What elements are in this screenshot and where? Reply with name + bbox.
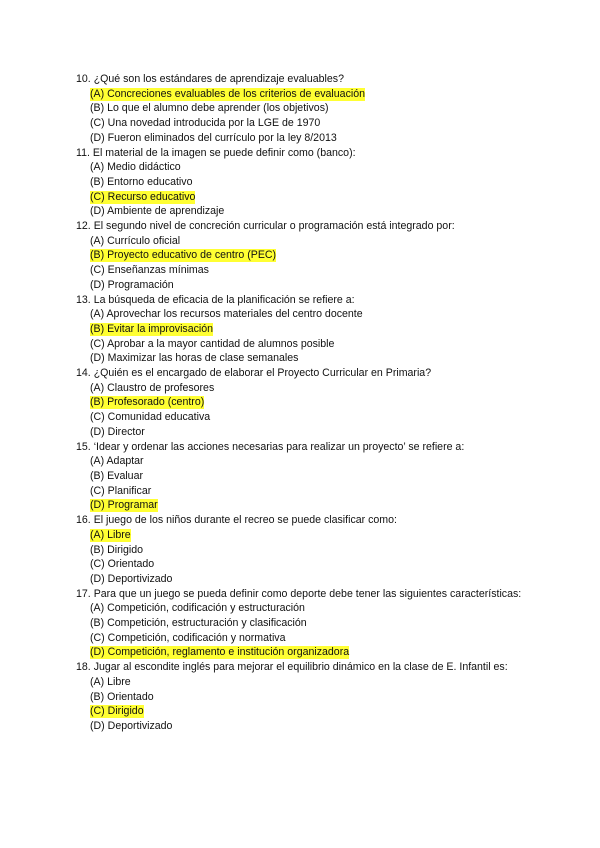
option-10-d: [90, 131, 546, 146]
option-label: (D): [90, 352, 105, 365]
option-text: Planificar: [107, 484, 152, 497]
question-text: El juego de los niños durante el recreo se puede clasificar como:: [93, 514, 397, 527]
option-highlight: [90, 264, 209, 277]
option-highlight: [90, 573, 172, 586]
option-text: Competición, estructuración y clasificación: [107, 617, 307, 630]
option-label: (A): [90, 381, 105, 394]
question-text: El material de la imagen se puede definir como (banco):: [92, 146, 356, 159]
question-number: 13.: [76, 293, 91, 306]
option-14-c: [90, 410, 546, 425]
option-17-c: [90, 631, 546, 646]
option-text: Comunidad educativa: [107, 411, 211, 424]
option-text: Dirigido: [107, 705, 144, 718]
option-highlight: [90, 529, 131, 542]
option-text: Currículo oficial: [107, 234, 181, 247]
option-17-d: [90, 645, 546, 660]
question-text: ‘Idear y ordenar las acciones necesarias para realizar un proyecto’ se refiere a:: [93, 440, 465, 453]
option-label: (C): [90, 411, 105, 424]
option-text: Evitar la improvisación: [107, 322, 214, 335]
question-number: 10.: [76, 73, 91, 85]
option-12-b: [90, 248, 546, 263]
option-text: Adaptar: [106, 455, 144, 468]
question-number: 18.: [76, 661, 91, 674]
option-text: Deportivizado: [107, 572, 173, 585]
option-text: Orientado: [107, 690, 154, 703]
option-highlight: [90, 382, 214, 395]
question-text: ¿Quién es el encargado de elaborar el Proyecto Curricular en Primaria?: [93, 367, 432, 380]
option-14-b: [90, 395, 546, 410]
option-label: (C): [90, 337, 105, 350]
option-highlight: [90, 102, 329, 115]
option-highlight: [90, 646, 349, 659]
option-highlight: [90, 191, 195, 204]
option-text: Programar: [107, 499, 158, 512]
option-11-c: [90, 190, 546, 205]
option-text: Orientado: [107, 558, 155, 571]
question-text: Jugar al escondite inglés para mejorar el equilibrio dinámico en la clase de E. Infantil es:: [93, 661, 508, 674]
option-16-c: [90, 557, 546, 572]
option-highlight: [90, 176, 192, 189]
option-text: Maximizar las horas de clase semanales: [107, 352, 299, 365]
option-text: Competición, reglamento e institución organizadora: [107, 646, 350, 659]
option-label: (C): [90, 264, 105, 277]
option-highlight: [90, 352, 298, 365]
option-label: (B): [90, 617, 105, 630]
option-label: (A): [90, 455, 105, 468]
option-highlight: [90, 676, 131, 689]
question-text: La búsqueda de eficacia de la planificación se refiere a:: [93, 293, 355, 306]
question-number: 16.: [76, 514, 91, 527]
option-text: Lo que el alumno debe aprender (los objetivos): [107, 102, 329, 115]
question-14: [76, 366, 546, 381]
option-label: (D): [90, 131, 105, 144]
option-text: Enseñanzas mínimas: [107, 264, 209, 277]
option-text: Entorno educativo: [107, 175, 193, 188]
option-highlight: [90, 426, 145, 439]
option-highlight: [90, 705, 144, 718]
option-15-a: [90, 454, 546, 469]
question-text: El segundo nivel de concreción curricular o programación está integrado por:: [93, 220, 455, 233]
question-18: [76, 660, 546, 675]
option-highlight: [90, 132, 337, 145]
question-16: [76, 513, 546, 528]
option-text: Evaluar: [107, 469, 143, 482]
option-highlight: [90, 691, 154, 704]
option-11-a: [90, 160, 546, 175]
option-label: (C): [90, 631, 105, 644]
option-label: (C): [90, 190, 105, 203]
option-highlight: [90, 249, 276, 262]
option-10-c: [90, 116, 546, 131]
option-highlight: [90, 558, 154, 571]
option-10-b: [90, 101, 546, 116]
option-12-c: [90, 263, 546, 278]
option-text: Libre: [107, 528, 131, 541]
option-label: (C): [90, 558, 105, 571]
option-highlight: [90, 338, 334, 351]
option-label: (A): [90, 161, 105, 174]
option-11-b: [90, 175, 546, 190]
option-text: Concreciones evaluables de los criterios de evaluación: [107, 87, 366, 100]
option-18-c: [90, 704, 546, 719]
option-label: (D): [90, 572, 105, 585]
option-highlight: [90, 455, 144, 468]
option-highlight: [90, 485, 151, 498]
option-highlight: [90, 411, 210, 424]
option-highlight: [90, 396, 204, 409]
option-16-a: [90, 528, 546, 543]
option-label: (A): [90, 87, 105, 100]
question-text: ¿Qué son los estándares de aprendizaje evaluables?: [93, 73, 344, 85]
question-list: [76, 72, 546, 734]
option-text: Deportivizado: [107, 719, 173, 732]
option-11-d: [90, 204, 546, 219]
option-text: Profesorado (centro): [107, 396, 205, 409]
option-16-b: [90, 543, 546, 558]
question-number: 14.: [76, 367, 91, 380]
option-label: (B): [90, 690, 105, 703]
option-label: (D): [90, 719, 105, 732]
option-18-a: [90, 675, 546, 690]
option-text: Dirigido: [107, 543, 143, 556]
option-text: Ambiente de aprendizaje: [107, 205, 225, 218]
option-label: (B): [90, 396, 105, 409]
option-text: Medio didáctico: [107, 161, 181, 174]
option-label: (A): [90, 234, 105, 247]
option-label: (D): [90, 499, 105, 512]
option-text: Programación: [107, 278, 174, 291]
option-label: (A): [90, 602, 105, 615]
question-number: 11.: [76, 146, 90, 159]
option-14-a: [90, 381, 546, 396]
question-text: Para que un juego se pueda definir como deporte debe tener las siguientes características:: [93, 587, 522, 600]
option-highlight: [90, 117, 320, 130]
option-highlight: [90, 632, 286, 645]
option-label: (D): [90, 646, 105, 659]
question-number: 12.: [76, 220, 91, 233]
option-text: Libre: [107, 675, 131, 688]
option-highlight: [90, 499, 158, 512]
option-13-c: [90, 337, 546, 352]
option-17-a: [90, 601, 546, 616]
option-highlight: [90, 470, 143, 483]
question-10: [76, 72, 546, 87]
option-text: Competición, codificación y normativa: [107, 631, 286, 644]
option-highlight: [90, 308, 363, 321]
option-highlight: [90, 161, 181, 174]
option-text: Proyecto educativo de centro (PEC): [107, 249, 277, 262]
option-label: (B): [90, 102, 105, 115]
option-12-a: [90, 234, 546, 249]
option-highlight: [90, 235, 180, 248]
option-label: (B): [90, 175, 105, 188]
question-15: [76, 440, 546, 455]
option-text: Recurso educativo: [107, 190, 196, 203]
option-label: (C): [90, 705, 105, 718]
option-text: Director: [107, 425, 145, 438]
option-label: (D): [90, 278, 105, 291]
option-label: (B): [90, 469, 105, 482]
option-label: (A): [90, 528, 105, 541]
option-highlight: [90, 544, 143, 557]
option-text: Fueron eliminados del currículo por la ley 8/2013: [107, 131, 337, 144]
option-highlight: [90, 602, 305, 615]
option-15-b: [90, 469, 546, 484]
option-15-d: [90, 498, 546, 513]
option-15-c: [90, 484, 546, 499]
option-text: Una novedad introducida por la LGE de 1970: [107, 117, 321, 130]
option-text: Competición, codificación y estructuración: [107, 602, 305, 615]
option-13-a: [90, 307, 546, 322]
question-number: 15.: [76, 440, 91, 453]
option-highlight: [90, 279, 174, 292]
option-label: (D): [90, 425, 105, 438]
question-17: [76, 587, 546, 602]
option-highlight: [90, 323, 213, 336]
option-text: Aprovechar los recursos materiales del centro docente: [106, 308, 363, 321]
option-text: Claustro de profesores: [107, 381, 215, 394]
option-highlight: [90, 88, 365, 101]
option-14-d: [90, 425, 546, 440]
option-label: (A): [90, 308, 105, 321]
question-11: [76, 146, 546, 161]
option-10-a: [90, 87, 546, 102]
option-label: (B): [90, 543, 105, 556]
option-13-d: [90, 351, 546, 366]
option-12-d: [90, 278, 546, 293]
option-highlight: [90, 205, 224, 218]
option-18-b: [90, 690, 546, 705]
option-13-b: [90, 322, 546, 337]
question-13: [76, 293, 546, 308]
question-number: 17.: [76, 587, 91, 600]
option-16-d: [90, 572, 546, 587]
option-label: (A): [90, 675, 105, 688]
option-17-b: [90, 616, 546, 631]
option-label: (D): [90, 205, 105, 218]
option-text: Aprobar a la mayor cantidad de alumnos posible: [107, 337, 335, 350]
option-highlight: [90, 720, 172, 733]
option-18-d: [90, 719, 546, 734]
option-label: (C): [90, 484, 105, 497]
option-label: (B): [90, 322, 105, 335]
option-highlight: [90, 617, 307, 630]
option-label: (C): [90, 117, 105, 130]
option-label: (B): [90, 249, 105, 262]
question-12: [76, 219, 546, 234]
